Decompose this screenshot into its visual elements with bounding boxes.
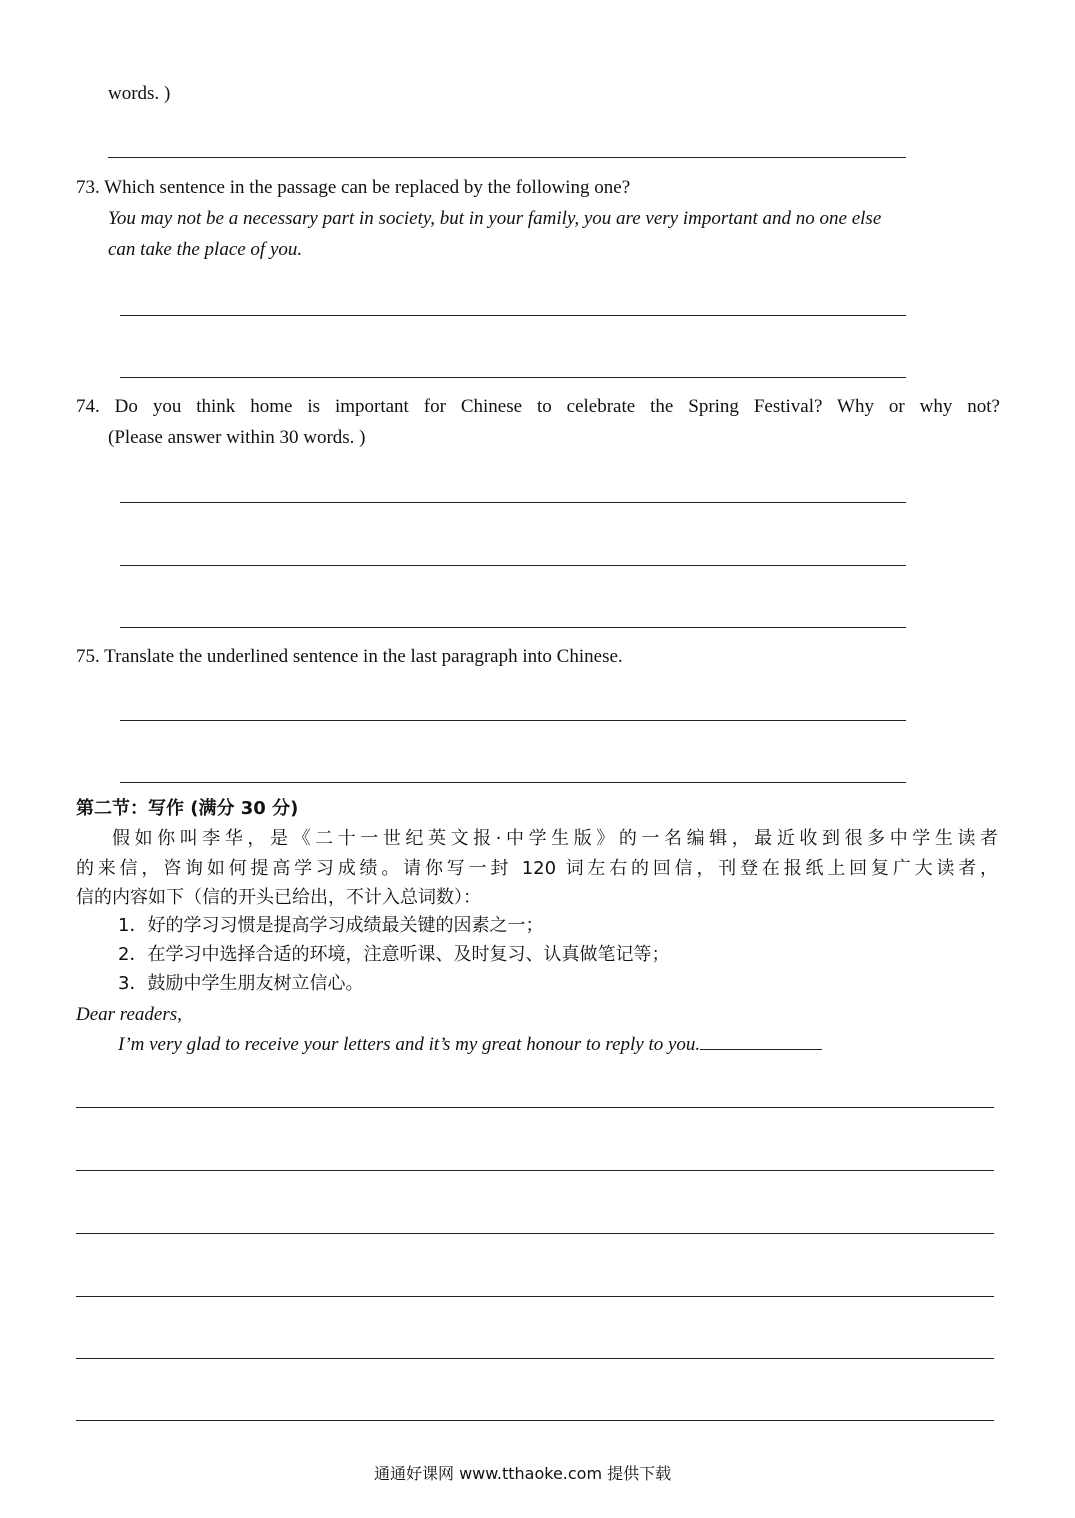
q75-answer-line-1[interactable]	[120, 720, 906, 721]
writing-section-heading: 第二节：写作 (满分 30 分)	[76, 798, 299, 819]
writing-prompt-line-3: 信的内容如下（信的开头已给出，不计入总词数）：	[76, 887, 481, 908]
q75-question: 75. Translate the underlined sentence in the last paragraph into Chinese.	[76, 646, 623, 667]
writing-point-1: 1．好的学习习惯是提高学习成绩最关键的因素之一；	[118, 915, 544, 936]
q73-question: 73. Which sentence in the passage can be replaced by the following one?	[76, 177, 631, 198]
writing-point-3: 3．鼓励中学生朋友树立信心。	[118, 973, 364, 994]
letter-opening	[118, 1033, 822, 1057]
letter-opening-text: I’m very glad to receive your letters and it’s my great honour to reply to you.	[118, 1034, 701, 1055]
q75-answer-line-2[interactable]	[120, 782, 906, 783]
writing-line-5[interactable]	[76, 1358, 994, 1359]
writing-line-1[interactable]	[76, 1107, 994, 1108]
writing-line-2[interactable]	[76, 1170, 994, 1171]
q72-tail-text: words. )	[108, 83, 171, 104]
writing-prompt-line-2: 的来信，咨询如何提高学习成绩。请你写一封 120 词左右的回信，刊登在报纸上回复广大读者，	[76, 858, 998, 879]
writing-point-2: 2．在学习中选择合适的环境，注意听课、及时复习、认真做笔记等；	[118, 944, 670, 965]
letter-opening-blank[interactable]	[700, 1033, 822, 1050]
q73-quote-line-2: can take the place of you.	[108, 239, 303, 260]
writing-line-3[interactable]	[76, 1233, 994, 1234]
letter-salutation: Dear readers,	[76, 1004, 182, 1025]
q73-answer-line-2[interactable]	[120, 377, 906, 378]
q74-answer-line-3[interactable]	[120, 627, 906, 628]
q73-answer-line-1[interactable]	[120, 315, 906, 316]
writing-line-6[interactable]	[76, 1420, 994, 1421]
q74-question-line-1: 74. Do you think home is important for Chinese to celebrate the Spring Festival? Why or why not?	[76, 396, 1000, 417]
page-footer: 通通好课网 www.tthaoke.com 提供下载	[374, 1464, 672, 1483]
q74-answer-line-1[interactable]	[120, 502, 906, 503]
q73-quote-line-1: You may not be a necessary part in society, but in your family, you are very important and no one else	[108, 208, 882, 229]
q74-question-line-2: (Please answer within 30 words. )	[108, 427, 366, 448]
writing-prompt-line-1: 假如你叫李华，是《二十一世纪英文报·中学生版》的一名编辑，最近收到很多中学生读者	[112, 828, 998, 849]
writing-line-4[interactable]	[76, 1296, 994, 1297]
q74-answer-line-2[interactable]	[120, 565, 906, 566]
q72-answer-line[interactable]	[108, 157, 906, 158]
